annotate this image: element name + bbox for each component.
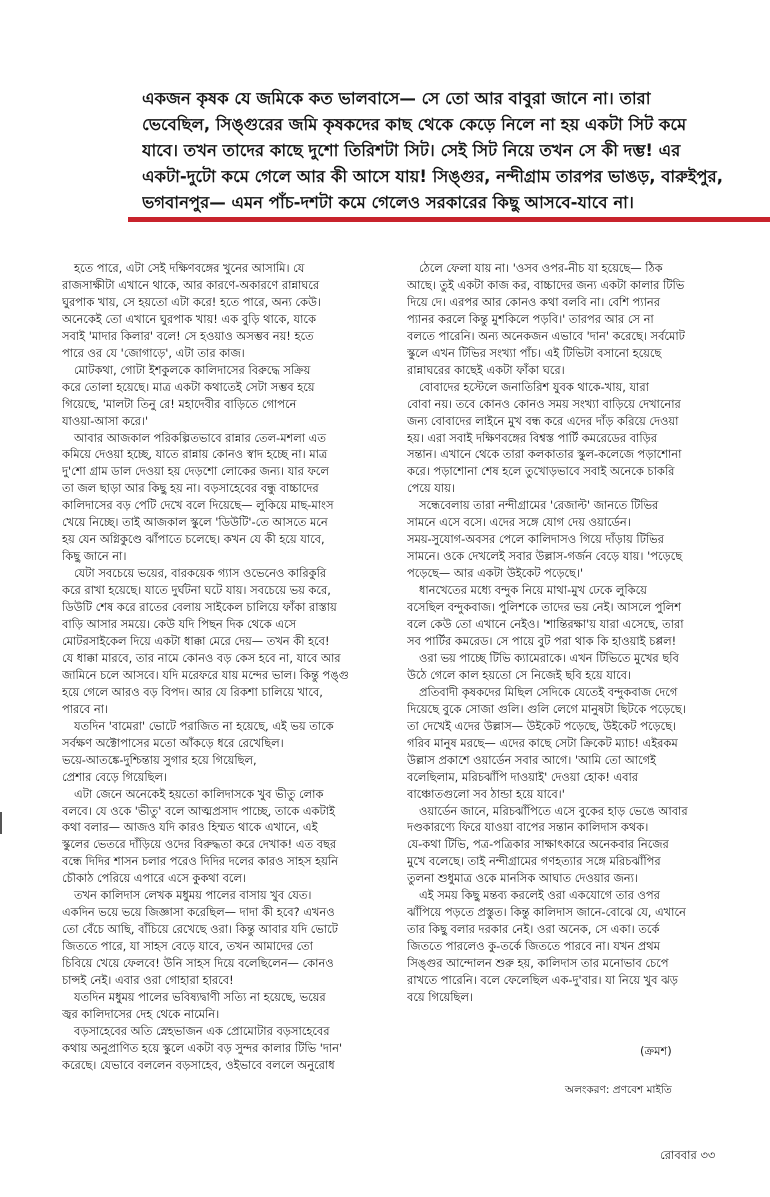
text-line: পড়েছে— আর একটা উইকেট পড়েছে।'	[407, 566, 584, 581]
text-line: ঘুরপাক খায়, সে হয়তো এটা করে! হতে পারে, অন্য কেউ।	[62, 294, 321, 309]
text-line: ওরা ভয় পাচ্ছে টিভি ক্যামেরাকে। এখন টিভিতে মুখের ছবি	[419, 650, 679, 665]
text-line: তা দেখেই এদের উল্লাস— উইকেট পড়েছে, উইকেট পড়েছে।	[407, 718, 677, 733]
text-line: আবার আজকাল পরিকল্পিতভাবে রান্নার তেল-মশলা এত	[74, 430, 326, 445]
text-line: সময়-সুযোগ-অবসর পেলে কালিদাসও গিয়ে দাঁড়ায় টিভির	[407, 532, 664, 547]
text-line: সন্তান। এখানে থেকে তারা কলকাতার স্কুল-কলেজে পড়াশোনা	[407, 447, 682, 462]
text-line: জিততে পারে, যা সাহস বেড়ে যাবে, তখন আমাদের তো	[62, 939, 313, 954]
text-line: করেছে। যেভাবে বললেন বড়সাহেব, ওইভাবে বললে অনুরোধ	[62, 1057, 335, 1072]
text-line: যেটা সবচেয়ে ভয়ের, বারকয়েক গ্যাস ওভেনেও কারিকুরি	[74, 566, 327, 581]
text-line: দণ্ডকারণ্যে ফিরে যাওয়া বাপের সন্তান কালিদাস কথক।	[407, 820, 649, 835]
paragraph	[62, 362, 398, 430]
text-line: ভয়ে-আতঙ্কে-দুশ্চিন্তায় সুগার হয়ে গিয়েছিল,	[62, 752, 257, 767]
text-line: ওয়ার্ডেন জানে, মরিচঝাঁপিতে এসে বুকের হাড় ভেঙে আবার	[419, 803, 688, 818]
text-line: তুলনা শুধুমাত্র ওকে মানসিক আঘাত দেওয়ার জন্য।	[407, 871, 638, 886]
text-line: জামিনে চলে আসবে। যদি মরেফরে যায় মন্দের ভাল। কিন্তু পঙ্গু	[62, 667, 349, 682]
text-line: ঠেলে ফেলা যায় না। 'ওসব ওপর-নীচ যা হয়েছে— ঠিক	[419, 261, 663, 275]
text-line: যতদিন মধুময় পালের ভবিষ্যদ্বাণী সত্যি না হয়েছে, ভয়ের	[74, 989, 326, 1004]
text-line: জ্বর কালিদাসের দেহ থেকে নামেনি।	[62, 1006, 220, 1021]
paragraph	[62, 989, 398, 1023]
pull-quote-line: একটা-দুটো কমে গেলে আর কী আসে যায়! সিঙ্গুর, নন্দীগ্রাম তারপর ভাঙড়, বারুইপুর,	[142, 167, 723, 186]
text-line: তখন কালিদাস লেখক মধুময় পালের বাসায় খুব যেত।	[74, 888, 312, 903]
text-line: রাখতে পারেনি। বলে ফেলেছিল এক-দু'বার। যা নিয়ে খুব ঝড়	[407, 973, 678, 988]
text-line: এই সময় কিছু মন্তব্য করলেই ওরা একযোগে তার ওপর	[419, 888, 660, 903]
page-edge-mark	[0, 812, 8, 834]
paragraph	[62, 565, 398, 718]
text-line: হয় যেন অগ্নিকুণ্ডে ঝাঁপাতে চলেছে। কখন যে কী হয়ে যাবে,	[62, 532, 325, 547]
text-line: মুখে বলেছে। তাই নন্দীগ্রামের গণহত্যার সঙ্গে মরিচঝাঁপির	[407, 854, 661, 869]
text-line: যতদিন 'বামেরা' ভোটে পরাজিত না হয়েছে, এই ভয় তাকে	[74, 718, 334, 733]
text-line: খেয়ে নিচ্ছে। তাই আজকাল স্কুলে 'ডিউটি'-তে আসতে মনে	[62, 515, 328, 530]
text-line: হয়ে গেলে আরও বড় বিপদ। আর যে রিকশা চালিয়ে খাবে,	[62, 684, 323, 699]
text-line: চৌকাঠ পেরিয়ে এপারে এসে কুকথা বলে।	[62, 871, 247, 886]
pull-quote-line: একজন কৃষক যে জমিকে কত ভালবাসে— সে তো আর বাবুরা জানে না। তারা	[142, 89, 651, 108]
text-line: সামনে। ওকে দেখলেই সবার উল্লাস-গর্জন বেড়ে যায়। 'পড়েছে	[407, 549, 683, 564]
text-line: করে। পড়াশোনা শেষ হলে তুখোড়ভাবে সবাই অনেকে চাকরি	[407, 464, 675, 479]
text-line: প্রেশার বেড়ে গিয়েছিল।	[62, 769, 168, 784]
text-line: সিঙ্গুর আন্দোলন শুরু হয়, কালিদাস তার মনোভাব চেপে	[407, 956, 669, 971]
text-line: দিয়ে দে। এরপর আর কোনও কথা বলবি না। বেশি প্যানর	[407, 294, 660, 309]
text-line: আছে। তুই একটা কাজ কর, বাচ্চাদের জন্য একটা কালার টিভি	[407, 277, 685, 292]
text-line: যে-কথা টিভি, পত্র-পত্রিকার সাক্ষাৎকারে অনেকবার নিজের	[407, 837, 669, 852]
text-line: চিবিয়ে খেয়ে ফেলবে! উনি সাহস দিয়ে বলেছিলেন— কোনও	[62, 956, 334, 971]
text-line: বড়সাহেবের অতি স্নেহভাজন এক প্রোমোটার বড়সাহেবের	[74, 1023, 330, 1038]
text-line: কথায় অনুপ্রাণিত হয়ে স্কুলে একটা বড় সুন্দর কালার টিভি 'দান'	[62, 1040, 343, 1055]
pull-quote-line: ভগবানপুর— এমন পাঁচ-দশটা কমে গেলেও সরকারের কিছু আসবে-যাবে না।	[142, 193, 634, 212]
right-text-column	[407, 260, 743, 1006]
paragraph	[407, 803, 743, 888]
text-line: হয়। এরা সবাই দক্ষিণবঙ্গের বিশ্বস্ত পার্টি কমরেডের বাড়ির	[407, 430, 657, 445]
text-line: দিয়েছে বুকে সোজা গুলি। গুলি লেগে মানুষটা ছিটকে পড়েছে।	[407, 701, 686, 716]
paragraph	[407, 497, 743, 582]
text-line: করে রাখা হয়েছে। যাতে দুর্ঘটনা ঘটে যায়। সবচেয়ে ভয় করে,	[62, 583, 331, 598]
left-text-column	[62, 260, 398, 1074]
paragraph	[407, 582, 743, 650]
text-line: ডিউটি শেষ করে রাতের বেলায় সাইকেল চালিয়ে ফাঁকা রাস্তায়	[62, 600, 337, 615]
pull-quote	[142, 86, 756, 216]
continued-label: (ক্রমশ)	[640, 1044, 672, 1058]
text-line: বলেছিলাম, মরিচঝাঁপি দাওয়াই' দেওয়া হোক! এবার	[407, 769, 639, 784]
text-line: কিছু জানে না।	[62, 549, 127, 564]
text-line: যে ধাক্কা মারবে, তার নামে কোনও বড় কেস হবে না, যাবে আর	[62, 650, 341, 665]
text-line: এটা জেনে অনেকেই হয়তো কালিদাসকে খুব ভীতু লোক	[74, 786, 324, 801]
text-line: তো বেঁচে আছি, বাঁচিয়ে রেখেছে ওরা। কিন্তু আবার যদি ভোটে	[62, 922, 338, 937]
text-line: মোটরসাইকেল দিয়ে একটা ধাক্কা মেরে দেয়— তখন কী হবে!	[62, 633, 330, 648]
page-footer: রোববার ৩৩	[660, 1148, 716, 1162]
paragraph	[407, 379, 743, 498]
text-line: সামনে এসে বসে। এদের সঙ্গে যোগ দেয় ওয়ার্ডেন।	[407, 515, 631, 530]
paragraph	[62, 430, 398, 566]
text-line: প্রতিবাদী কৃষকদের মিছিল সেদিকে যেতেই বন্দুকবাজ দেগে	[419, 684, 678, 699]
text-line: পারে ওর যে 'জোগাড়ে', এটা তার কাজ।	[62, 345, 245, 360]
text-line: স্কুলে এখন টিভির সংখ্যা পাঁচ। এই টিভিটা বসানো হয়েছে	[407, 345, 662, 360]
text-line: বলে কেউ তো এখানে নেইও। 'শান্তিরক্ষা'য় যারা এসেছে, তারা	[407, 617, 684, 632]
text-line: বলতে পারেনি। অন্য অনেকজন এভাবে 'দান' করেছে। সর্বমোট	[407, 328, 685, 343]
text-line: প্যানর করলে কিন্তু মুশকিলে পড়বি।' তারপর আর সে না	[407, 311, 654, 326]
text-line: বয়ে গিয়েছিল।	[407, 989, 473, 1004]
text-line: একদিন ভয়ে ভয়ে জিজ্ঞাসা করেছিল— দাদা কী হবে? এখনও	[62, 905, 335, 920]
pull-quote-line: ভেবেছিল, সিঙ্গুরের জমি কৃষকদের কাছ থেকে কেড়ে নিলে না হয় একটা সিট কমে	[142, 115, 687, 134]
text-line: সব পার্টির কমরেড। সে পায়ে বুট পরা থাক কি হাওয়াই চপ্পল!	[407, 633, 677, 648]
red-divider-rule	[128, 217, 770, 222]
text-line: কমিয়ে দেওয়া হচ্ছে, যাতে রান্নায় কোনও স্বাদ হচ্ছে না। মাত্র	[62, 447, 328, 462]
paragraph	[407, 684, 743, 803]
text-line: বন্ধে দিদির শাসন চলার পরেও দিদির দলের কারও সাহস হয়নি	[62, 854, 338, 869]
text-line: যাওয়া-আসা করে।'	[62, 413, 149, 428]
text-line: পেয়ে যায়।	[407, 481, 455, 496]
illustration-credit: অলংকরণ: প্রণবেশ মাইতি	[565, 1084, 672, 1096]
text-line: হতে পারে, এটা সেই দক্ষিণবঙ্গের খুনের আসামি। যে	[74, 261, 305, 275]
paragraph	[62, 887, 398, 989]
text-line: জন্য বোবাদের লাইনে মুখ বন্ধ করে এদের দাঁড় করিয়ে দেওয়া	[407, 413, 679, 428]
text-line: সবাই 'মাদার কিলার' বলে! সে হওয়াও অসম্ভব নয়! হতে	[62, 328, 314, 343]
text-line: করে তোলা হয়েছে। মাত্র একটা কথাতেই সেটা সম্ভব হয়ে	[62, 379, 315, 394]
paragraph	[62, 786, 398, 888]
text-line: কথা বলার— আজও যদি কারও হিম্মত থাকে এখানে, এই	[62, 820, 318, 835]
paragraph	[62, 718, 398, 786]
paragraph	[62, 1023, 398, 1074]
paragraph	[407, 650, 743, 684]
text-line: বাড়ি আসার সময়ে। কেউ যদি পিছন দিক থেকে এসে	[62, 617, 297, 632]
text-line: গিয়েছে, 'মালটা তিনু রে! মহাদেবীর বাড়িতে গোপনে	[62, 396, 297, 411]
paragraph	[407, 887, 743, 1006]
text-line: তার কিছু বলার দরকার নেই। ওরা অনেক, সে একা। তর্কে	[407, 922, 660, 937]
text-line: সর্বক্ষণ অক্টোপাসের মতো আঁকড়ে ধরে রেখেছিল।	[62, 735, 284, 750]
text-line: ধানখেতের মধ্যে বন্দুক নিয়ে মাথা-মুখ ঢেকে লুকিয়ে	[419, 583, 647, 598]
text-line: তা জল ছাড়া আর কিছু হয় না। বড়সাহেবের বন্ধু বাচ্চাদের	[62, 481, 319, 496]
text-line: বোবা নয়। তবে কোনও কোনও সময় সংখ্যা বাড়িয়ে দেখানোর	[407, 396, 681, 411]
text-line: অনেকেই তো এখানে ঘুরপাক খায়! এক বুড়ি থাকে, যাকে	[62, 311, 316, 326]
text-line: ঝাঁপিয়ে পড়তে প্রস্তুত। কিন্তু কালিদাস জানে-বোঝে যে, এখানে	[407, 905, 686, 920]
text-line: উঠে গেলে কাল হয়তো সে নিজেই ছবি হয়ে যাবে।	[407, 667, 632, 682]
text-line: স্কুলের ভেতরে দাঁড়িয়ে ওদের বিরুদ্ধতা করে দেখাক! এত বছর	[62, 837, 337, 852]
text-line: কালিদাসের বড় পেটি দেখে বলে দিয়েছে— লুকিয়ে মাছ-মাংস	[62, 498, 334, 513]
text-line: জিততে পারলেও কু-তর্কে জিততে পারবে না। যখন প্রথম	[407, 939, 660, 954]
text-line: বোবাদের হস্টেলে জনাতিরিশ যুবক থাকে-খায়, যারা	[419, 379, 649, 394]
text-line: বসেছিল বন্দুকবাজ। পুলিশকে তাদের ভয় নেই। আসলে পুলিশ	[407, 600, 681, 615]
text-line: উল্লাস প্রকাশে ওয়ার্ডেন সবার আগে। 'আমি তো আগেই	[407, 752, 656, 767]
pull-quote-line: যাবে। তখন তাদের কাছে দুশো তিরিশটা সিট। সেই সিট নিয়ে তখন সে কী দম্ভ! এর	[142, 141, 681, 160]
text-line: বাঞ্চোতগুলো সব ঠান্ডা হয়ে যাবে।'	[407, 786, 565, 801]
text-line: সন্ধেবেলায় তারা নন্দীগ্রামের 'রেজাল্ট' জানতে টিভির	[419, 498, 659, 513]
text-line: রান্নাঘরের কাছেই একটা ফাঁকা ঘরে।	[407, 362, 565, 377]
text-line: দু'শো গ্রাম ডাল দেওয়া হয় দেড়শো লোকের জন্য। যার ফলে	[62, 464, 329, 479]
text-line: গরিব মানুষ মরছে— এদের কাছে সেটা ক্রিকেট ম্যাচ! এইরকম	[407, 735, 678, 750]
text-line: মোটকথা, গোটা ইশকুলকে কালিদাসের বিরুদ্ধে সক্রিয়	[74, 362, 311, 377]
text-line: বলবে। যে ওকে 'ভীতু' বলে আত্মপ্রসাদ পাচ্ছে, তাকে একটাই	[62, 803, 335, 818]
text-line: চান্সই নেই। এবার ওরা গোহারা হারবে!	[62, 973, 234, 988]
text-line: পারবে না।	[62, 701, 109, 716]
paragraph	[407, 260, 743, 379]
text-line: রাজসাক্ষীটা এখানে থাকে, আর কারণে-অকারণে রান্নাঘরে	[62, 277, 320, 292]
paragraph	[62, 260, 398, 362]
